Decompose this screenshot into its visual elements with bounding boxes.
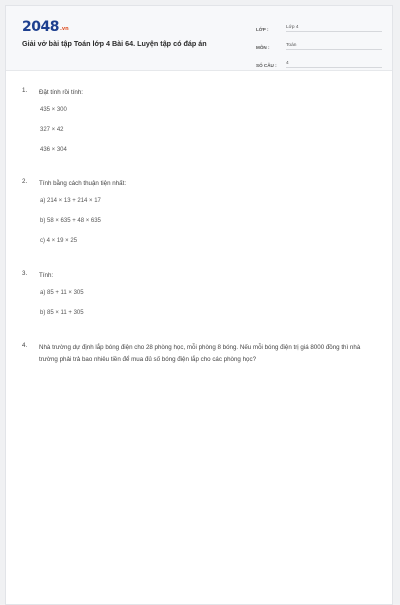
question-item: a) 214 × 13 + 214 × 17	[40, 198, 101, 204]
question-number: 2.	[22, 178, 28, 185]
question-text: Tính bằng cách thuận tiện nhất:	[39, 180, 127, 187]
meta-subject	[256, 37, 382, 50]
meta-label: MÔN :	[256, 45, 270, 50]
meta-value: Lớp 4	[286, 25, 382, 32]
worksheet-header	[6, 6, 392, 71]
question-1	[22, 87, 382, 167]
question-item: 435 × 300	[40, 107, 67, 113]
meta-value: Toán	[286, 43, 382, 50]
worksheet	[5, 5, 393, 605]
meta-label: SỐ CÂU :	[256, 63, 277, 68]
question-number: 3.	[22, 270, 28, 277]
question-number: 1.	[22, 87, 28, 94]
meta-question-count	[256, 55, 382, 68]
meta-panel	[256, 19, 382, 73]
question-item: a) 85 + 11 × 305	[40, 290, 84, 296]
question-item: 327 × 42	[40, 127, 64, 133]
question-2	[22, 178, 382, 258]
question-item: 436 × 304	[40, 147, 67, 153]
meta-label: LỚP :	[256, 27, 269, 32]
question-item: b) 85 × 11 + 305	[40, 310, 84, 316]
question-text: Đặt tính rồi tính:	[39, 89, 84, 96]
meta-grade	[256, 19, 382, 32]
question-item: b) 58 × 635 + 48 × 635	[40, 218, 101, 224]
document-title: Giải vở bài tập Toán lớp 4 Bài 64. Luyện tập có đáp án	[22, 39, 207, 48]
question-text: Tính:	[39, 272, 54, 279]
question-4	[22, 342, 382, 382]
question-text: Nhà trường dự định lắp bóng điện cho 28 phòng học, mỗi phòng 8 bóng. Nếu mỗi bóng điện trị giá 8000 đồng thì nhà trường phải trả bao nhiêu tiền để mua đủ số bóng điện lắp cho các phòng học?	[39, 344, 361, 363]
meta-value: 4	[286, 61, 382, 68]
question-number: 4.	[22, 342, 28, 349]
question-3	[22, 270, 382, 330]
logo-domain: .vn	[59, 26, 69, 32]
question-item: c) 4 × 19 × 25	[40, 238, 78, 244]
site-logo[interactable]	[22, 19, 69, 35]
logo-text: 2048	[22, 19, 59, 35]
